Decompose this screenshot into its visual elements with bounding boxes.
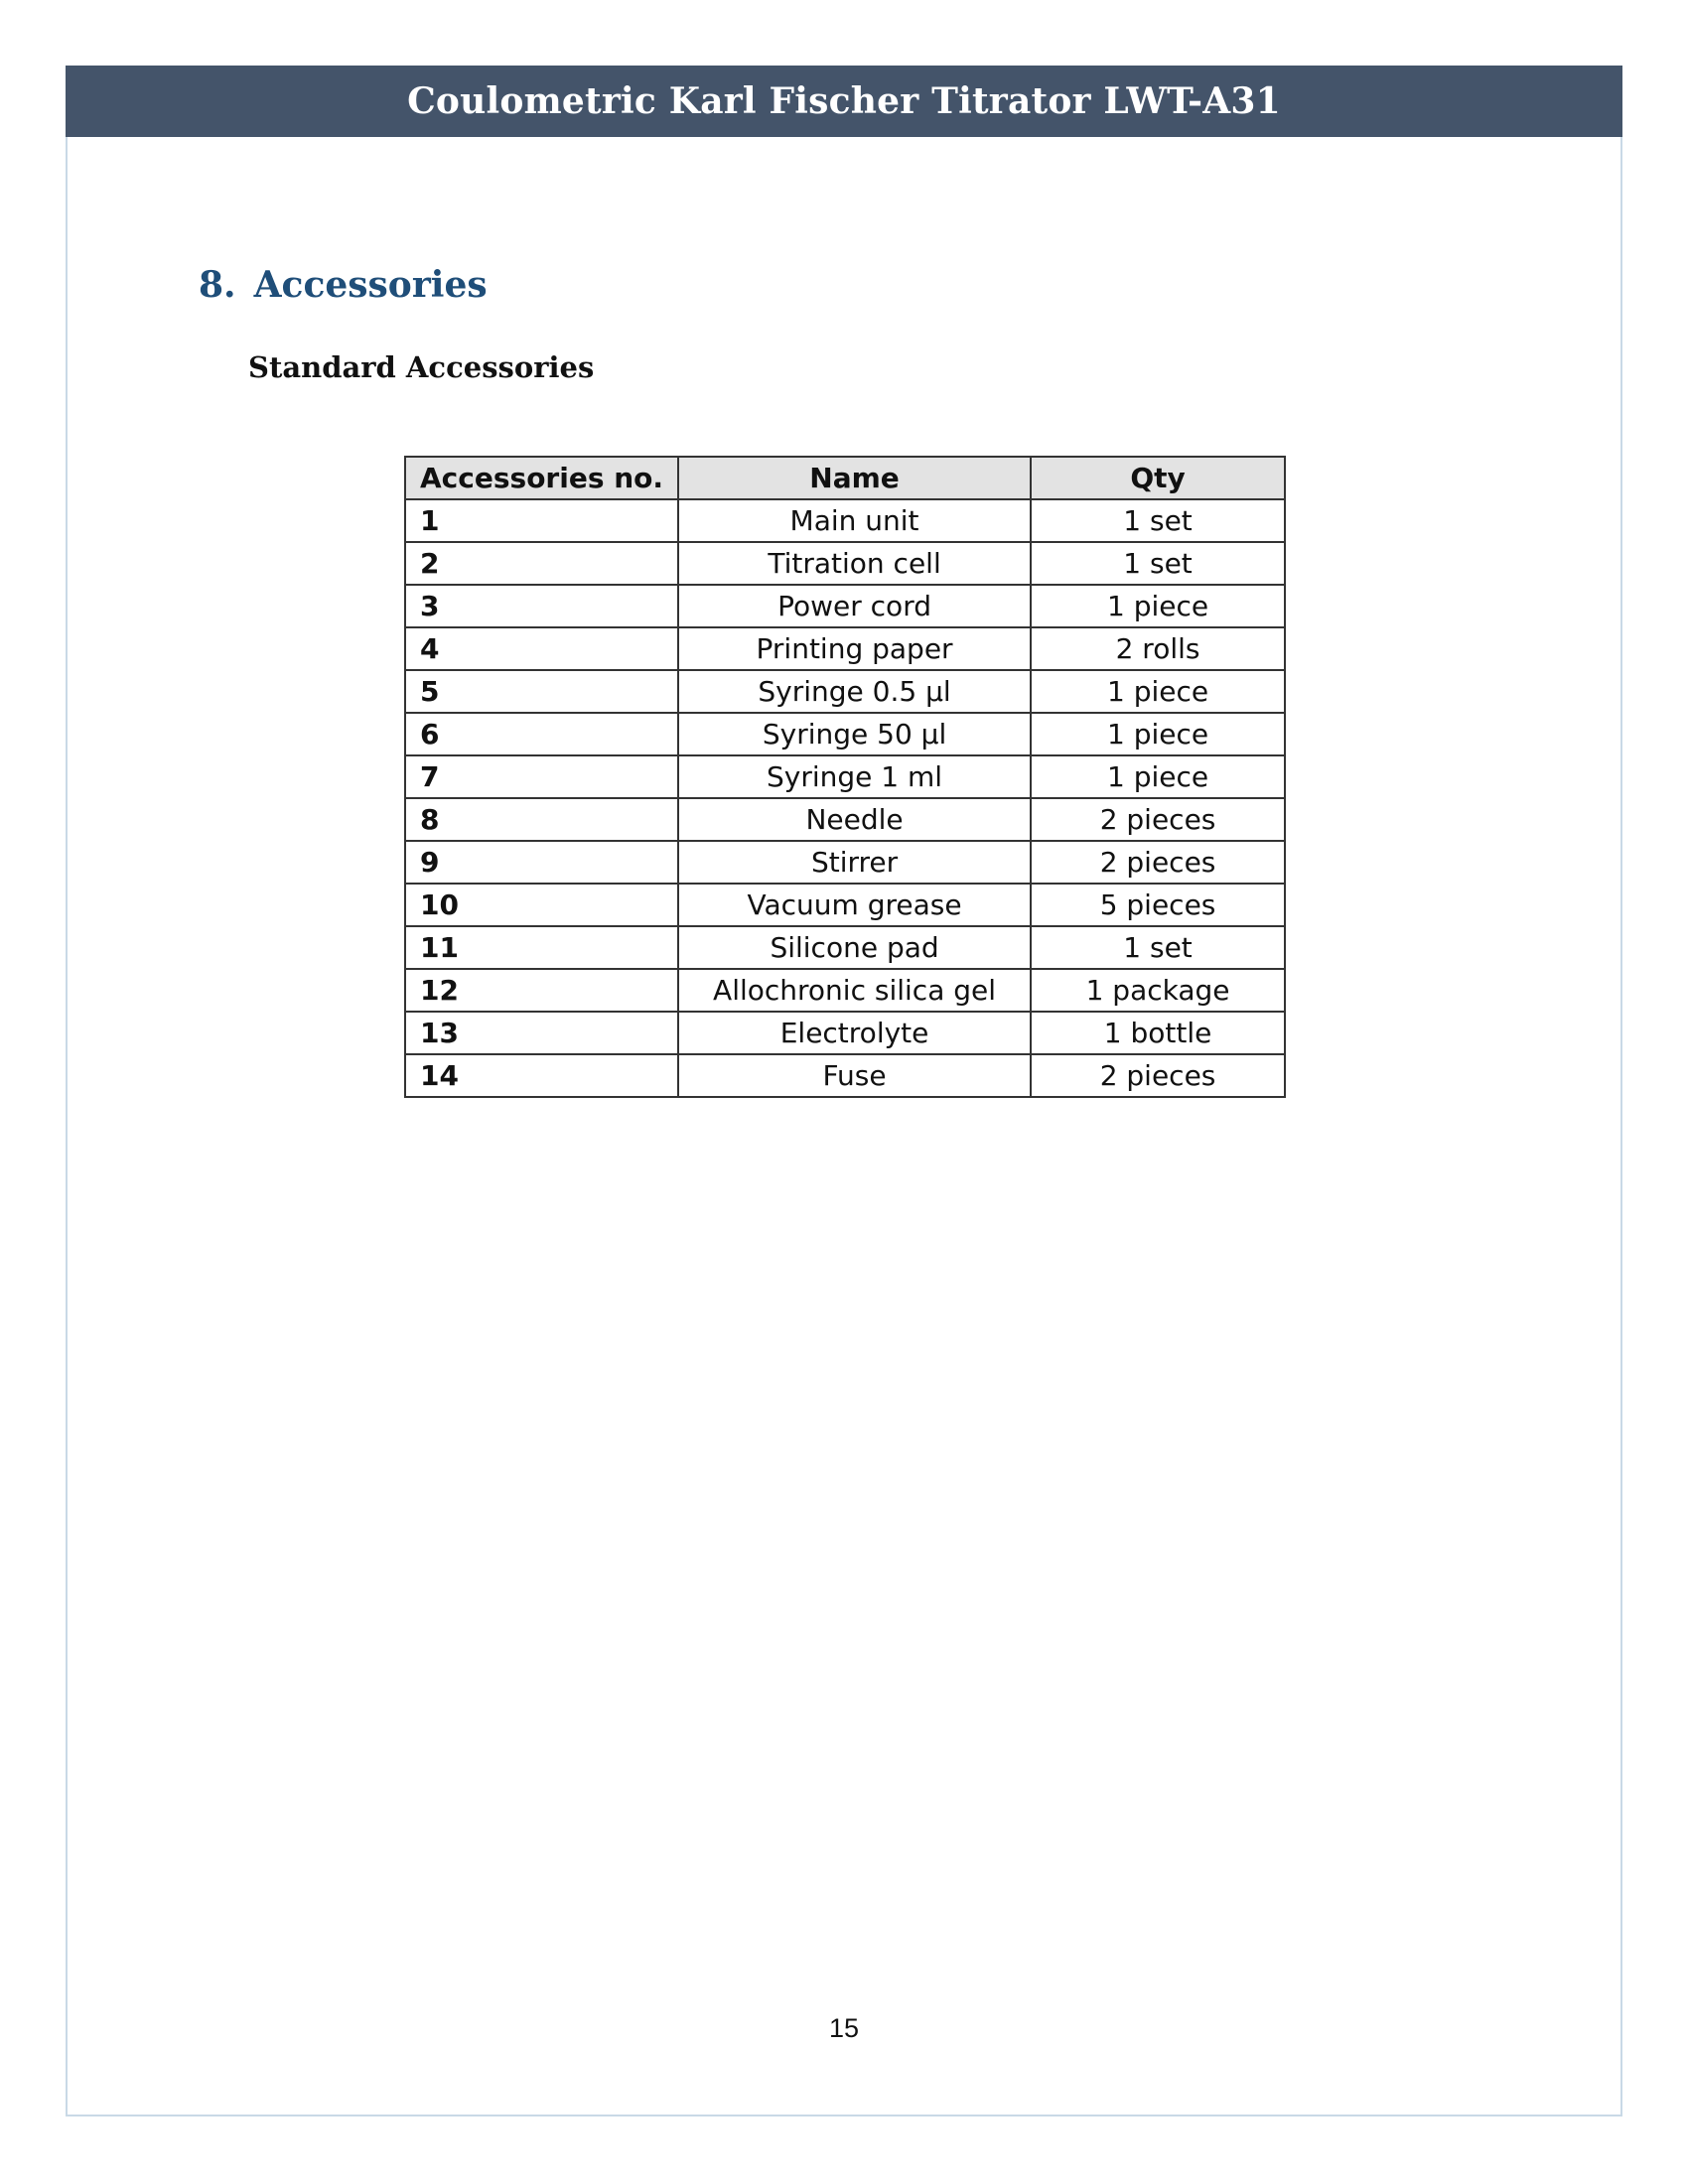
table-row [405,670,1285,713]
accessory-number-cell: 14 [405,1054,678,1097]
accessory-qty-cell: 1 set [1031,542,1285,585]
accessory-number-cell: 7 [405,755,678,798]
table-row [405,499,1285,542]
accessory-name-cell: Printing paper [678,627,1031,670]
table-row [405,798,1285,841]
accessory-name-cell: Titration cell [678,542,1031,585]
table-row [405,841,1285,884]
section-number: 8. [199,264,236,306]
accessory-number-cell: 1 [405,499,678,542]
document-title: Coulometric Karl Fischer Titrator LWT-A31 [407,80,1281,122]
column-header-qty: Qty [1031,457,1285,499]
table-row [405,884,1285,926]
table-row [405,627,1285,670]
column-header-name: Name [678,457,1031,499]
table-body [405,499,1285,1097]
accessory-name-cell: Vacuum grease [678,884,1031,926]
table-row [405,926,1285,969]
accessory-qty-cell: 1 package [1031,969,1285,1012]
document-header [66,66,1622,137]
accessory-name-cell: Fuse [678,1054,1031,1097]
accessory-number-cell: 4 [405,627,678,670]
accessory-qty-cell: 1 piece [1031,713,1285,755]
accessory-name-cell: Electrolyte [678,1012,1031,1054]
section-title: Accessories [253,264,488,306]
accessory-name-cell: Syringe 1 ml [678,755,1031,798]
accessory-qty-cell: 5 pieces [1031,884,1285,926]
accessory-number-cell: 8 [405,798,678,841]
accessory-name-cell: Syringe 50 µl [678,713,1031,755]
accessory-number-cell: 3 [405,585,678,627]
accessory-name-cell: Allochronic silica gel [678,969,1031,1012]
accessory-name-cell: Needle [678,798,1031,841]
table-row [405,969,1285,1012]
table-row [405,1012,1285,1054]
accessory-qty-cell: 1 bottle [1031,1012,1285,1054]
accessory-number-cell: 10 [405,884,678,926]
accessory-name-cell: Silicone pad [678,926,1031,969]
accessory-number-cell: 5 [405,670,678,713]
table-row [405,542,1285,585]
accessory-name-cell: Stirrer [678,841,1031,884]
table-row [405,755,1285,798]
accessory-number-cell: 9 [405,841,678,884]
table-row [405,713,1285,755]
accessory-qty-cell: 2 rolls [1031,627,1285,670]
accessory-number-cell: 2 [405,542,678,585]
accessories-table [404,456,1286,1098]
accessory-number-cell: 13 [405,1012,678,1054]
accessory-number-cell: 6 [405,713,678,755]
accessory-name-cell: Main unit [678,499,1031,542]
subsection-heading: Standard Accessories [248,350,595,384]
page-number: 15 [828,2013,860,2043]
table-row [405,585,1285,627]
accessory-qty-cell: 2 pieces [1031,1054,1285,1097]
accessory-qty-cell: 1 set [1031,499,1285,542]
accessory-number-cell: 11 [405,926,678,969]
accessory-qty-cell: 1 set [1031,926,1285,969]
accessory-qty-cell: 1 piece [1031,755,1285,798]
accessory-number-cell: 12 [405,969,678,1012]
accessory-qty-cell: 1 piece [1031,585,1285,627]
table-row [405,1054,1285,1097]
table-header-row [405,457,1285,499]
section-heading [199,264,488,306]
accessory-name-cell: Power cord [678,585,1031,627]
accessory-name-cell: Syringe 0.5 µl [678,670,1031,713]
accessory-qty-cell: 2 pieces [1031,841,1285,884]
accessory-qty-cell: 2 pieces [1031,798,1285,841]
column-header-no: Accessories no. [405,457,678,499]
accessory-qty-cell: 1 piece [1031,670,1285,713]
